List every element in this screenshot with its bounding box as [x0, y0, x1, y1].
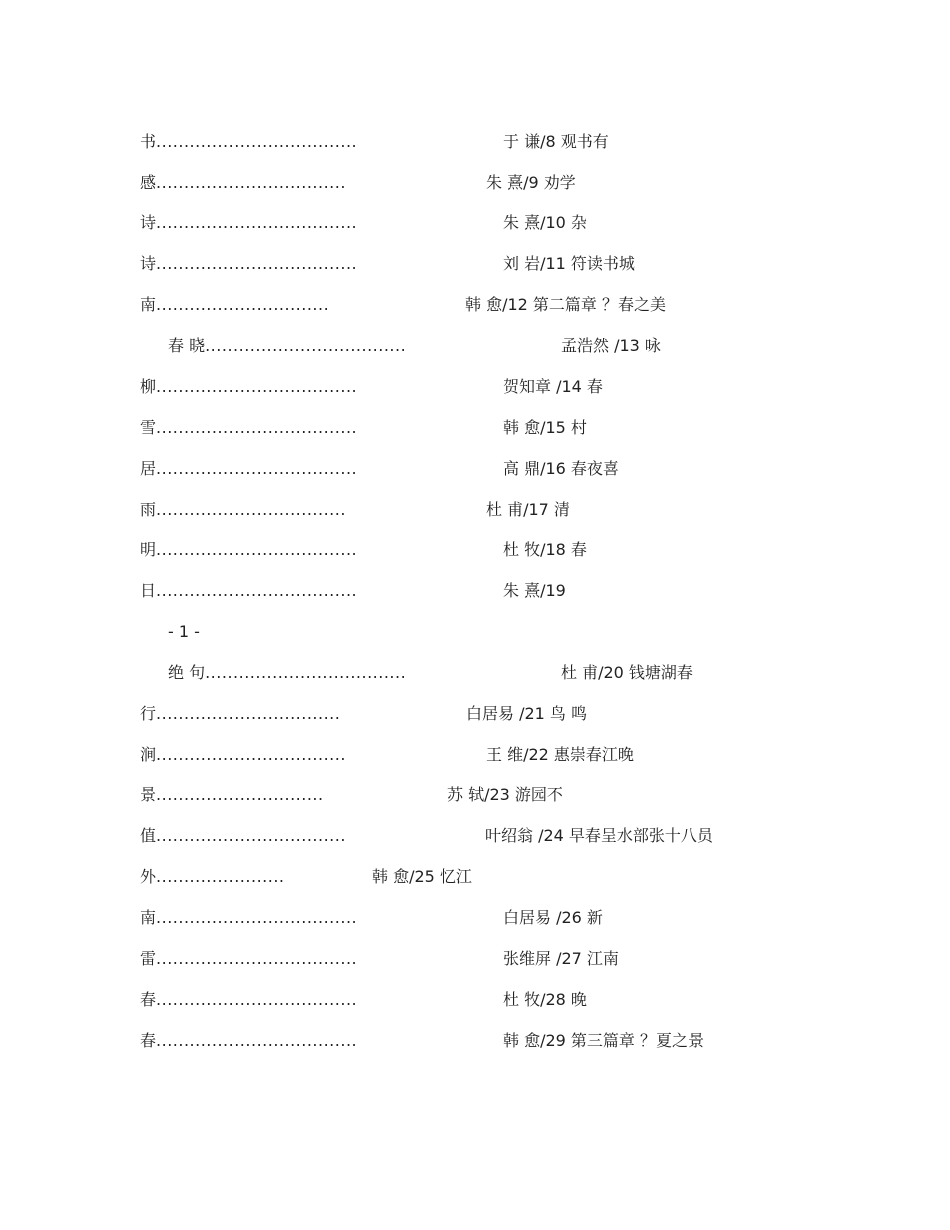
entry-title: 雪 [140, 418, 157, 437]
entry-title: 明 [140, 540, 157, 559]
entry-title: 景 [140, 785, 157, 804]
entry-title: 绝 句 [168, 663, 206, 682]
dot-leader: .................................... [156, 418, 358, 437]
dot-leader: .................................... [156, 949, 358, 968]
entry-author-page: 王 维/22 惠崇春江晚 [486, 745, 634, 764]
entry-author-page: 孟浩然 /13 咏 [561, 336, 661, 355]
entry-author-page: 杜 牧/18 春 [503, 540, 587, 559]
dot-leader: .................................... [205, 663, 407, 682]
dot-leader: .................................... [205, 336, 407, 355]
dot-leader: .................................. [156, 500, 346, 519]
entry-lead [168, 334, 406, 358]
entry-title: 涧 [140, 745, 157, 764]
entry-author-page: 张维屏 /27 江南 [503, 949, 619, 968]
entry-author-page: 于 谦/8 观书有 [503, 132, 609, 151]
dot-leader: .................................... [156, 213, 358, 232]
entry-author-page: 贺知章 /14 春 [503, 377, 603, 396]
entry-author-page: 韩 愈/29 第三篇章 ？夏之景 [503, 1031, 705, 1050]
entry-title: 感 [140, 173, 157, 192]
entry-lead [140, 498, 346, 522]
entry-lead [140, 1029, 357, 1053]
entry-title: 柳 [140, 377, 157, 396]
entry-author-page: 白居易 /26 新 [503, 908, 603, 927]
entry-title: 居 [140, 459, 157, 478]
entry-lead [140, 865, 285, 889]
entry-lead [168, 661, 406, 685]
entry-lead [140, 947, 357, 971]
entry-author-page: 韩 愈/15 村 [503, 418, 587, 437]
entry-lead [140, 252, 357, 276]
entry-lead [140, 457, 357, 481]
entry-lead [140, 906, 357, 930]
entry-author-page: 苏 轼/23 游园不 [447, 785, 563, 804]
entry-author-page: 杜 甫/20 钱塘湖春 [561, 663, 693, 682]
entry-title: 雷 [140, 949, 157, 968]
entry-title: 雨 [140, 500, 157, 519]
entry-lead [140, 579, 357, 603]
dot-leader: .................................... [156, 990, 358, 1009]
entry-lead [140, 783, 324, 807]
entry-author-page: 韩 愈/12 第二篇章 ？春之美 [465, 295, 667, 314]
dot-leader: ................................. [156, 704, 341, 723]
entry-author-page: 叶绍翁 /24 早春呈水部张十八员 [485, 826, 713, 845]
dot-leader: .................................... [156, 459, 358, 478]
entry-title: 行 [140, 704, 157, 723]
entry-author-page: 朱 熹/19 [503, 581, 566, 600]
dot-leader: .................................. [156, 173, 346, 192]
entry-author-page: 朱 熹/10 杂 [503, 213, 587, 232]
dot-leader: .................................... [156, 908, 358, 927]
entry-title: 外 [140, 867, 157, 886]
entry-lead [140, 538, 357, 562]
entry-author-page: 杜 牧/28 晚 [503, 990, 587, 1009]
entry-title: 值 [140, 826, 157, 845]
entry-lead [140, 743, 346, 767]
entry-title: 春 [140, 1031, 157, 1050]
entry-author-page: 白居易 /21 鸟 鸣 [466, 704, 588, 723]
dot-leader: .............................. [156, 785, 324, 804]
entry-author-page: 杜 甫/17 清 [486, 500, 570, 519]
entry-author-page: 刘 岩/11 符读书城 [503, 254, 635, 273]
page-number: - 1 - [168, 622, 200, 641]
entry-lead [140, 130, 357, 154]
entry-lead [140, 211, 357, 235]
entry-title: 南 [140, 295, 157, 314]
entry-lead [140, 416, 357, 440]
entry-title: 诗 [140, 254, 157, 273]
dot-leader: .................................... [156, 581, 358, 600]
entry-lead [140, 824, 346, 848]
dot-leader: .................................... [156, 132, 358, 151]
entry-title: 日 [140, 581, 157, 600]
dot-leader: ............................... [156, 295, 330, 314]
entry-lead [140, 375, 357, 399]
dot-leader: .................................... [156, 1031, 358, 1050]
dot-leader: ....................... [156, 867, 285, 886]
entry-lead [140, 171, 346, 195]
dot-leader: .................................. [156, 745, 346, 764]
entry-author-page: 韩 愈/25 忆江 [372, 867, 472, 886]
dot-leader: .................................... [156, 540, 358, 559]
entry-author-page: 高 鼎/16 春夜喜 [503, 459, 619, 478]
entry-title: 春 [140, 990, 157, 1009]
dot-leader: .................................. [156, 826, 346, 845]
entry-title: 春 晓 [168, 336, 206, 355]
entry-title: 书 [140, 132, 157, 151]
entry-author-page: 朱 熹/9 劝学 [486, 173, 576, 192]
entry-title: 诗 [140, 213, 157, 232]
entry-lead [140, 988, 357, 1012]
dot-leader: .................................... [156, 377, 358, 396]
entry-lead [140, 702, 340, 726]
entry-title: 南 [140, 908, 157, 927]
dot-leader: .................................... [156, 254, 358, 273]
entry-lead [140, 293, 329, 317]
